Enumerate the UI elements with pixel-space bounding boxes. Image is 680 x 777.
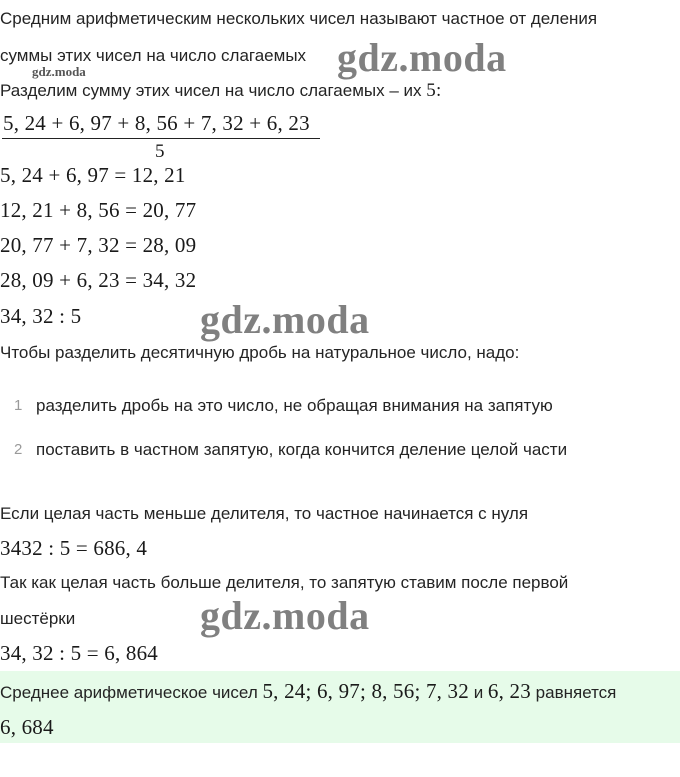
divide-intro-text: Разделим сумму этих чисел на число слагаемых – их — [0, 81, 422, 100]
list-number: 2 — [14, 441, 23, 458]
answer-suffix: равняется — [535, 683, 617, 702]
watermark-logo: gdz.moda — [200, 297, 370, 342]
step-2: 12, 21 + 8, 56 = 20, 77 — [0, 198, 197, 222]
intro-line-2: суммы этих чисел на число слагаемых — [0, 46, 307, 65]
answer-conj: и — [473, 683, 484, 702]
intro-line-1: Средним арифметическим нескольких чисел называют частное от деления — [0, 9, 598, 28]
case2-line-2: шестёрки — [0, 609, 76, 628]
watermark-logo: gdz.moda — [200, 593, 370, 638]
list-item: разделить дробь на это число, не обращая внимания на запятую — [36, 396, 553, 415]
step-5: 34, 32 : 5 — [0, 304, 82, 328]
answer-line-1 — [0, 679, 616, 705]
fraction-denominator: 5 — [155, 141, 165, 162]
case1-formula: 3432 : 5 = 686, 4 — [0, 536, 148, 560]
case2-line-1: Так как целая часть больше делителя, то запятую ставим после первой — [0, 573, 569, 592]
watermark-small: gdz.moda — [32, 64, 86, 79]
rule-title: Чтобы разделить десятичную дробь на натуральное число, надо: — [0, 343, 520, 362]
watermark-logo: gdz.moda — [337, 35, 507, 80]
answer-numbers: 5, 24; 6, 97; 8, 56; 7, 32 — [262, 679, 469, 703]
list-number: 1 — [14, 397, 23, 414]
case2-formula: 34, 32 : 5 = 6, 864 — [0, 641, 158, 665]
step-4: 28, 09 + 6, 23 = 34, 32 — [0, 268, 197, 292]
answer-result: 6, 684 — [0, 715, 54, 739]
divide-intro — [0, 80, 441, 102]
fraction-numerator: 5, 24 + 6, 97 + 8, 56 + 7, 32 + 6, 23 — [3, 111, 310, 135]
step-1: 5, 24 + 6, 97 = 12, 21 — [0, 163, 186, 187]
answer-last: 6, 23 — [487, 679, 531, 703]
case1-text: Если целая часть меньше делителя, то частное начинается с нуля — [0, 504, 529, 523]
step-3: 20, 77 + 7, 32 = 28, 09 — [0, 233, 197, 257]
fraction-bar — [2, 138, 320, 139]
list-item: поставить в частном запятую, когда кончится деление целой части — [36, 440, 568, 459]
answer-box — [0, 671, 680, 743]
answer-prefix: Среднее арифметическое чисел — [0, 683, 258, 702]
divide-intro-value: 5: — [426, 80, 442, 101]
